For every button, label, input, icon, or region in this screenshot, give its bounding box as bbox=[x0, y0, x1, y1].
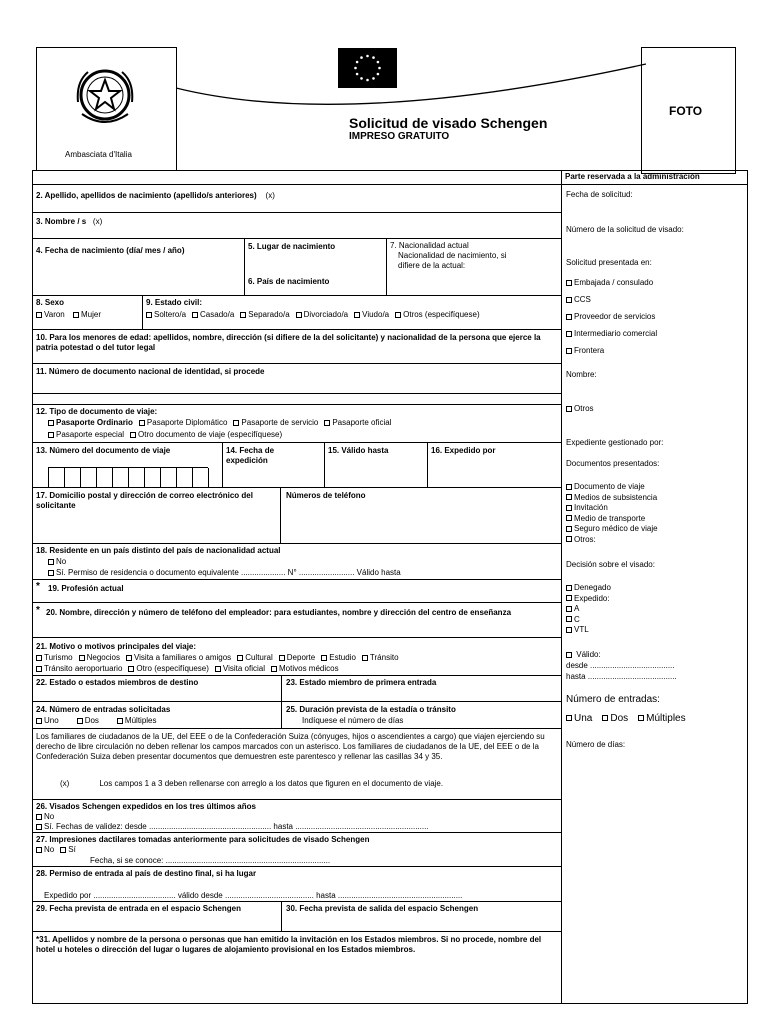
admin-application-date: Fecha de solicitud: bbox=[566, 190, 633, 199]
admin-valid-to: hasta ........................................ bbox=[566, 672, 677, 681]
eu-flag-icon bbox=[338, 48, 397, 88]
purpose-option[interactable]: Tránsito bbox=[362, 653, 399, 662]
field-23-label: 23. Estado miembro de primera entrada bbox=[286, 678, 437, 687]
admin-entries-options bbox=[566, 713, 692, 725]
decision-option[interactable]: Expedido: bbox=[566, 594, 611, 605]
document-option[interactable]: Documento de viaje bbox=[566, 482, 658, 493]
field-11-label: 11. Número de documento nacional de identidad, si procede bbox=[36, 367, 265, 376]
photo-label: FOTO bbox=[669, 104, 703, 118]
purpose-option[interactable]: Otro (especifíquese) bbox=[128, 664, 208, 673]
purpose-option[interactable]: Visita oficial bbox=[215, 664, 265, 673]
form-title: Solicitud de visado Schengen bbox=[349, 115, 548, 131]
field-8-options bbox=[36, 310, 107, 320]
admin-decision: Decisión sobre el visado: bbox=[566, 560, 655, 569]
header-curve bbox=[176, 60, 646, 120]
submitted-option[interactable]: CCS bbox=[566, 291, 657, 308]
decision-option[interactable]: C bbox=[566, 615, 611, 626]
field-30-label: 30. Fecha prevista de salida del espacio Schengen bbox=[286, 904, 479, 913]
side-divider bbox=[561, 170, 562, 1004]
admin-valid-option[interactable]: Válido: bbox=[566, 650, 601, 660]
field-28-label: 28. Permiso de entrada al país de destino final, si ha lugar bbox=[36, 869, 257, 878]
field-12-label: 12. Tipo de documento de viaje: bbox=[36, 407, 158, 416]
submitted-option[interactable]: Proveedor de servicios bbox=[566, 308, 657, 325]
entries-option[interactable]: Uno bbox=[36, 716, 59, 725]
field-12-options-row1 bbox=[48, 418, 398, 428]
admin-other-option[interactable]: Otros bbox=[566, 404, 594, 414]
document-option[interactable]: Otros: bbox=[566, 535, 658, 546]
doc-type-special[interactable]: Pasaporte especial bbox=[48, 430, 124, 439]
entries-option[interactable]: Dos bbox=[77, 716, 99, 725]
field-22-label: 22. Estado o estados miembros de destino bbox=[36, 678, 199, 687]
field-12-options-row2 bbox=[48, 430, 288, 440]
field-10-label: 10. Para los menores de edad: apellidos, nombre, dirección (si difiere de la del solicitante) y nacionalidad de la persona que ejerce la patria potestad o del tutor legal bbox=[36, 333, 541, 352]
field-27-label: 27. Impresiones dactilares tomadas anteriormente para solicitudes de visado Schengen bbox=[36, 835, 370, 844]
admin-section-header: Parte reservada a la administración bbox=[565, 172, 700, 181]
phone-label: Números de teléfono bbox=[286, 491, 366, 500]
field-21-options-row1 bbox=[36, 653, 405, 663]
civil-status-option[interactable]: Otros (especifíquese) bbox=[395, 310, 479, 319]
field-25-label: 25. Duración prevista de la estadía o tránsito bbox=[286, 705, 456, 714]
field-13-label: 13. Número del documento de viaje bbox=[36, 446, 171, 455]
field-20-star: * bbox=[36, 605, 40, 616]
fingerprint-option-no[interactable]: No bbox=[36, 845, 54, 854]
field-26-label: 26. Visados Schengen expedidos en los tres últimos años bbox=[36, 802, 256, 811]
field-21-options-row2 bbox=[36, 664, 345, 674]
submitted-option[interactable]: Embajada / consulado bbox=[566, 274, 657, 291]
doc-type-service[interactable]: Pasaporte de servicio bbox=[233, 418, 318, 427]
purpose-option[interactable]: Turismo bbox=[36, 653, 73, 662]
admin-days: Número de días: bbox=[566, 740, 626, 749]
purpose-option[interactable]: Tránsito aeroportuario bbox=[36, 664, 122, 673]
document-option[interactable]: Seguro médico de viaje bbox=[566, 524, 658, 535]
decision-option[interactable]: A bbox=[566, 604, 611, 615]
field-31-label: *31. Apellidos y nombre de la persona o personas que han emitido la invitación en los Estados miembros. Si no procede, nombre del hotel u hoteles o dirección del lugar o lugares de alojamiento provisional en los Estados miembros. bbox=[36, 935, 542, 954]
emblem-box bbox=[36, 47, 177, 171]
civil-status-option[interactable]: Soltero/a bbox=[146, 310, 186, 319]
field-24-label: 24. Número de entradas solicitadas bbox=[36, 705, 171, 714]
civil-status-option[interactable]: Viudo/a bbox=[354, 310, 389, 319]
doc-type-diplomatic[interactable]: Pasaporte Diplomático bbox=[139, 418, 227, 427]
admin-handled-by: Expediente gestionado por: bbox=[566, 438, 664, 447]
doc-type-ordinary[interactable]: Pasaporte Ordinario bbox=[48, 418, 133, 427]
form-subtitle: IMPRESO GRATUITO bbox=[349, 131, 450, 142]
admin-decision-options bbox=[566, 583, 611, 636]
civil-status-option[interactable]: Separado/a bbox=[240, 310, 289, 319]
document-option[interactable]: Invitación bbox=[566, 503, 658, 514]
field-25-hint: Indíquese el número de días bbox=[302, 716, 404, 725]
purpose-option[interactable]: Visita a familiares o amigos bbox=[126, 653, 231, 662]
field-8-label: 8. Sexo bbox=[36, 298, 65, 307]
coat-of-arms-icon bbox=[70, 62, 140, 132]
fingerprint-option-yes[interactable]: Sí bbox=[60, 845, 76, 854]
submitted-option[interactable]: Intermediario comercial bbox=[566, 325, 657, 342]
family-note: Los familiares de ciudadanos de la UE, del EEE o de la Confederación Suiza (cónyuges, hijos o ascendientes a cargo) que viajen ejerciendo su derecho de libre circulación no deben rellenar los campos marcados con un asterisco. Los familiares de ciudadanos de la UE, del EEE o de la Confederación Suiza deben presentar documentos que demuestren este parentesco y rellenar las casillas 34 y 35. bbox=[36, 732, 545, 761]
prev-visa-option-no[interactable]: No bbox=[36, 812, 54, 822]
field-29-label: 29. Fecha prevista de entrada en el espacio Schengen bbox=[36, 904, 241, 913]
sex-option-male[interactable]: Varon bbox=[36, 310, 65, 319]
field-18-label: 18. Residente en un país distinto del país de nacionalidad actual bbox=[36, 546, 281, 555]
residence-option-no[interactable]: No bbox=[48, 557, 66, 567]
field-7-label: 7. Nacionalidad actual Nacionalidad de nacimiento, si difiere de la actual: bbox=[390, 241, 507, 270]
field-27-options bbox=[36, 845, 82, 855]
civil-status-option[interactable]: Divorciado/a bbox=[296, 310, 348, 319]
photo-box[interactable] bbox=[641, 47, 736, 174]
admin-submitted-at: Solicitud presentada en: bbox=[566, 258, 652, 267]
admin-entries-option[interactable]: Múltiples bbox=[638, 713, 685, 724]
field-9-label: 9. Estado civil: bbox=[146, 298, 203, 307]
field-16-label: 16. Expedido por bbox=[431, 446, 496, 455]
document-number-boxes[interactable] bbox=[48, 467, 208, 488]
fields-note-x: (x) Los campos 1 a 3 deben rellenarse con arreglo a los datos que figuren en el documento de viaje. bbox=[60, 779, 444, 788]
purpose-option[interactable]: Motivos médicos bbox=[271, 664, 339, 673]
entries-option[interactable]: Múltiples bbox=[117, 716, 157, 725]
field-4-label: 4. Fecha de nacimiento (día/ mes / año) bbox=[36, 246, 185, 255]
field-21-label: 21. Motivo o motivos principales del viaje: bbox=[36, 642, 197, 651]
purpose-option[interactable]: Negocios bbox=[79, 653, 120, 662]
doc-type-other[interactable]: Otro documento de viaje (especifíquese) bbox=[130, 430, 282, 439]
document-option[interactable]: Medio de transporte bbox=[566, 514, 658, 525]
fingerprint-date: Fecha, si se conoce: .......................................................................... bbox=[90, 856, 331, 865]
field-17-label: 17. Domicilio postal y dirección de correo electrónico del solicitante bbox=[36, 491, 253, 510]
field-9-options bbox=[146, 310, 486, 320]
admin-submitted-options bbox=[566, 274, 657, 359]
admin-entries-option[interactable]: Dos bbox=[602, 713, 628, 724]
field-24-options bbox=[36, 716, 163, 726]
sex-option-female[interactable]: Mujer bbox=[73, 310, 101, 319]
purpose-option[interactable]: Deporte bbox=[279, 653, 315, 662]
field-6-label: 6. País de nacimiento bbox=[248, 277, 330, 286]
purpose-option[interactable]: Cultural bbox=[237, 653, 273, 662]
prev-visa-option-yes[interactable]: Sí. Fechas de validez: desde ....................................................... hasta ............................................................ bbox=[36, 822, 429, 832]
field-3-label: 3. Nombre / s (x) bbox=[36, 217, 103, 226]
field-28-details: Expedido por ..................................... válido desde ........................................ hasta ........................................................ bbox=[44, 891, 463, 900]
field-20-label: 20. Nombre, dirección y número de teléfono del empleador: para estudiantes, nombre y dirección del centro de enseñanza bbox=[46, 608, 512, 617]
field-19-label: 19. Profesión actual bbox=[48, 584, 124, 593]
submitted-option[interactable]: Frontera bbox=[566, 342, 657, 359]
purpose-option[interactable]: Estudio bbox=[321, 653, 356, 662]
document-option[interactable]: Medios de subsistencia bbox=[566, 493, 658, 504]
field-5-label: 5. Lugar de nacimiento bbox=[248, 242, 336, 251]
admin-documents: Documentos presentados: bbox=[566, 459, 660, 468]
admin-valid-from: desde ...................................... bbox=[566, 661, 675, 670]
admin-documents-options bbox=[566, 482, 658, 545]
decision-option[interactable]: Denegado bbox=[566, 583, 611, 594]
admin-entries: Número de entradas: bbox=[566, 694, 660, 705]
field-19-star: * bbox=[36, 581, 40, 592]
field-15-label: 15. Válido hasta bbox=[328, 446, 389, 455]
field-14-label: 14. Fecha de expedición bbox=[226, 446, 275, 465]
admin-application-number: Número de la solicitud de visado: bbox=[566, 225, 684, 234]
residence-option-yes[interactable]: Sí. Permiso de residencia o documento equivalente .................... N° ......................... Válido hasta bbox=[48, 568, 401, 578]
admin-name: Nombre: bbox=[566, 370, 597, 379]
field-2-label: 2. Apellido, apellidos de nacimiento (apellido/s anteriores) (x) bbox=[36, 191, 275, 200]
embassy-name: Ambasciata d'Italia bbox=[65, 150, 132, 159]
admin-entries-option[interactable]: Una bbox=[566, 713, 592, 724]
doc-type-official[interactable]: Pasaporte oficial bbox=[324, 418, 391, 427]
civil-status-option[interactable]: Casado/a bbox=[192, 310, 234, 319]
decision-option[interactable]: VTL bbox=[566, 625, 611, 636]
